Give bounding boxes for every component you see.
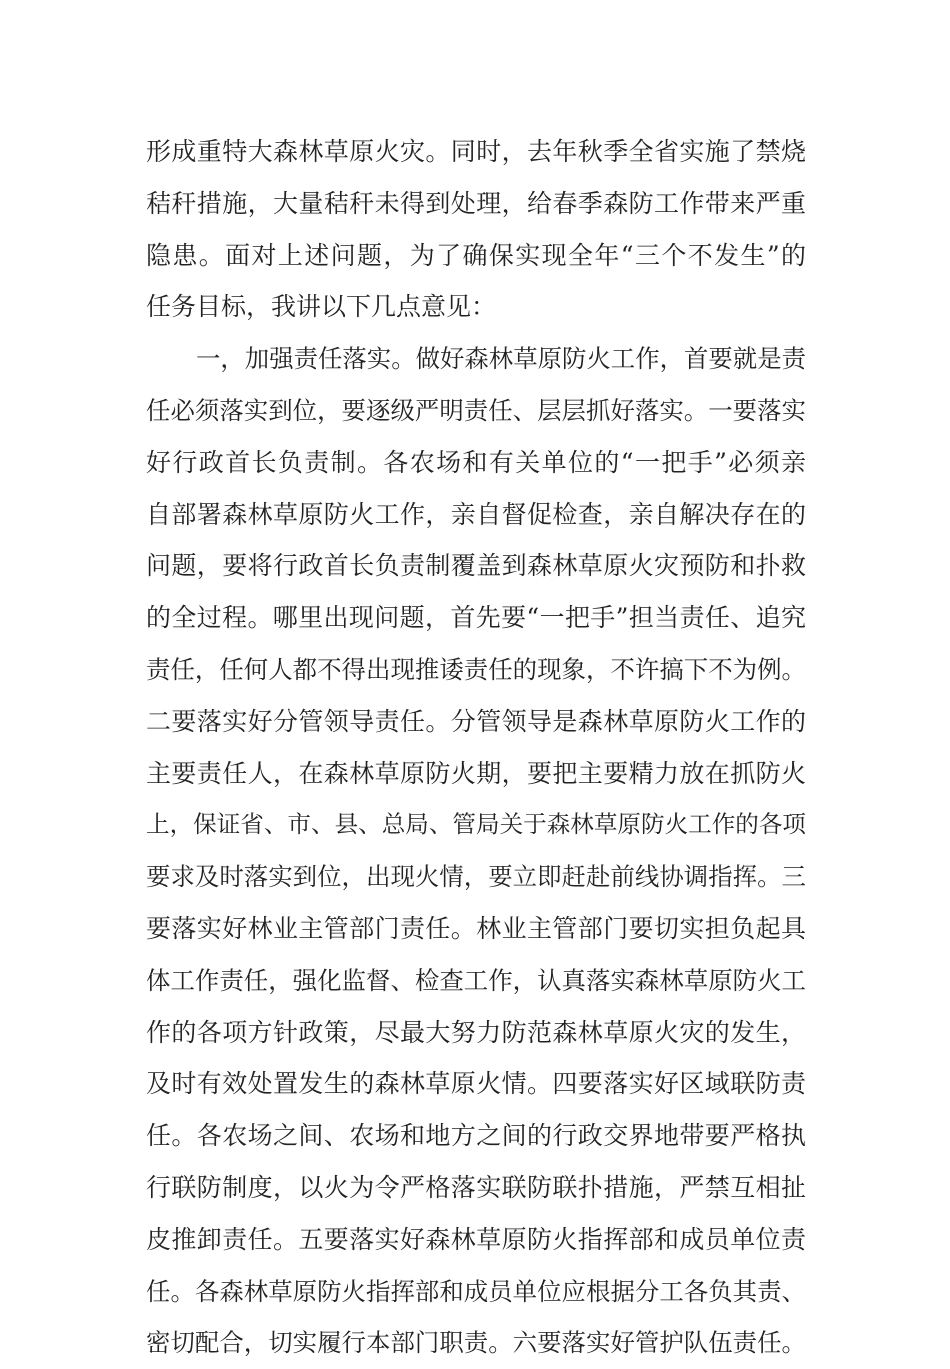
text-line: 要落实好林业主管部门责任。林业主管部门要切实担负起具 <box>146 913 806 943</box>
text-line: 主要责任人，在森林草原防火期，要把主要精力放在抓防火 <box>146 758 806 788</box>
text-line: 上，保证省、市、县、总局、管局关于森林草原防火工作的各项 <box>146 810 806 839</box>
text-line: 二要落实好分管领导责任。分管领导是森林草原防火工作的 <box>146 706 806 736</box>
text-line: 形成重特大森林草原火灾。同时，去年秋季全省实施了禁烧 <box>146 137 806 166</box>
text-line: 作的各项方针政策，尽最大努力防范森林草原火灾的发生， <box>146 1017 806 1047</box>
document-body <box>146 126 806 1369</box>
paragraph-first-line: 一，加强责任落实。做好森林草原防火工作，首要就是责 <box>196 344 806 374</box>
text-line: 秸秆措施，大量秸秆未得到处理，给春季森防工作带来严重 <box>146 188 806 218</box>
text-line: 要求及时落实到位，出现火情，要立即赶赴前线协调指挥。三 <box>146 862 806 892</box>
text-line: 皮推卸责任。五要落实好森林草原防火指挥部和成员单位责 <box>146 1224 806 1254</box>
text-line: 任必须落实到位，要逐级严明责任、层层抓好落实。一要落实 <box>146 395 806 425</box>
text-line: 自部署森林草原防火工作，亲自督促检查，亲自解决存在的 <box>146 499 806 529</box>
text-line: 问题，要将行政首长负责制覆盖到森林草原火灾预防和扑救 <box>146 551 806 581</box>
text-line: 及时有效处置发生的森林草原火情。四要落实好区域联防责 <box>146 1069 806 1099</box>
text-line: 任务目标，我讲以下几点意见： <box>146 292 497 322</box>
text-line: 好行政首长负责制。各农场和有关单位的“一把手”必须亲 <box>146 447 806 477</box>
text-line: 体工作责任，强化监督、检查工作，认真落实森林草原防火工 <box>146 965 806 995</box>
text-line: 密切配合，切实履行本部门职责。六要落实好管护队伍责任。 <box>146 1328 806 1358</box>
text-line: 任。各农场之间、农场和地方之间的行政交界地带要严格执 <box>146 1121 806 1151</box>
text-line: 任。各森林草原防火指挥部和成员单位应根据分工各负其责、 <box>146 1276 806 1306</box>
text-line: 行联防制度，以火为令严格落实联防联扑措施，严禁互相扯 <box>146 1172 806 1202</box>
text-line: 责任，任何人都不得出现推诿责任的现象，不许搞下不为例。 <box>146 654 806 684</box>
text-line: 隐患。面对上述问题，为了确保实现全年“三个不发生”的 <box>146 240 806 270</box>
text-line: 的全过程。哪里出现问题，首先要“一把手”担当责任、追究 <box>146 603 806 633</box>
